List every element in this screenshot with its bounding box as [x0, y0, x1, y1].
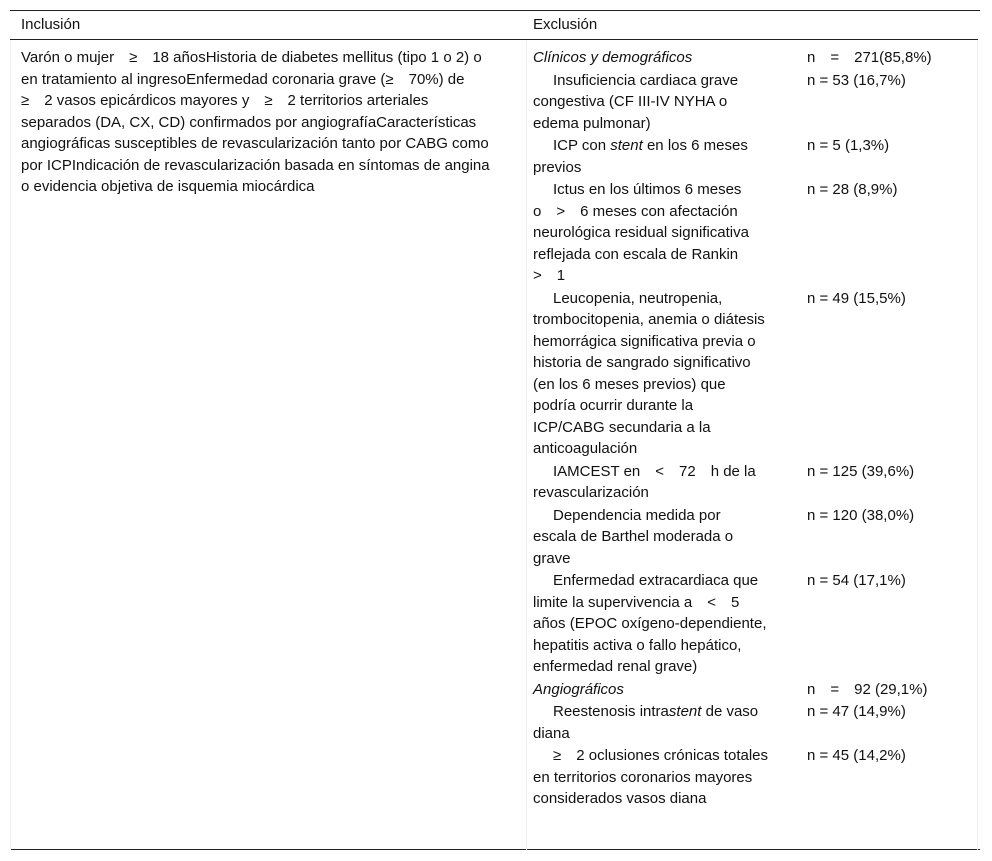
- criterion-text-part: stent: [668, 703, 702, 720]
- criterion-text-part: Dependencia medida por escala de Barthel moderada o grave: [533, 506, 738, 567]
- exclusion-count: n = 120 (38,0%): [807, 506, 915, 524]
- criterion-text-part: ICP con: [553, 137, 611, 154]
- criterion-text-part: Ictus en los últimos 6 meses o > 6 meses con afectación neurológica residual significativa reflejada con escala de Rankin > 1: [533, 181, 754, 284]
- exclusion-count: n = 45 (14,2%): [807, 747, 906, 764]
- exclusion-count: n = 5 (1,3%): [807, 137, 890, 154]
- exclusion-count: n = 49 (15,5%): [807, 289, 906, 307]
- criterion-text-part: Insuficiencia cardiaca grave congestiva (CF III-IV NYHA o edema pulmonar): [533, 71, 743, 132]
- exclusion-group-count: n = 92 (29,1%): [807, 680, 928, 698]
- exclusion-criteria-list: [533, 47, 973, 811]
- exclusion-item-row: [533, 461, 973, 504]
- exclusion-criterion: [533, 570, 771, 678]
- exclusion-criterion: [533, 745, 773, 810]
- exclusion-count: n = 47 (14,9%): [807, 703, 906, 720]
- column-divider: [526, 40, 527, 850]
- criterion-text-part: Reestenosis intra: [553, 703, 669, 720]
- exclusion-count: n = 28 (8,9%): [807, 181, 898, 198]
- criterion-text-part: IAMCEST en < 72 h de la revascularización: [533, 462, 760, 501]
- exclusion-count: n = 125 (39,6%): [807, 462, 915, 480]
- exclusion-group-title: Angiográficos: [533, 680, 624, 698]
- inclusion-criteria-text: Varón o mujer ≥ 18 añosHistoria de diabetes mellitus (tipo 1 o 2) o en tratamiento al ingresoEnfermedad coronaria grave (≥ 70%) de ≥ 2 vasos epicárdicos mayores y ≥ 2 territorios arteriales separados (DA, CX, CD) confirmados por angiografíaCaracterísticas angiográficas susceptibles de revascularización tanto por CABG como por ICPIndicación de revascularización basada en síntomas de angina o evidencia objetiva de isquemia miocárdica: [21, 49, 494, 195]
- exclusion-group-title: Clínicos y demográficos: [533, 49, 693, 66]
- exclusion-criterion: [533, 70, 768, 135]
- table-body-row: [10, 40, 978, 850]
- exclusion-count: n = 53 (16,7%): [807, 71, 906, 89]
- criterion-text-part: de vaso diana: [533, 703, 763, 742]
- exclusion-group-row: [533, 47, 973, 69]
- exclusion-item-row: [533, 570, 973, 678]
- exclusion-criterion: [533, 505, 768, 570]
- criterion-text-part: ≥ 2 oclusiones crónicas totales en territorios coronarios mayores considerados vasos diana: [533, 747, 773, 807]
- exclusion-item-row: [533, 179, 973, 287]
- exclusion-item-row: [533, 505, 973, 570]
- exclusion-item-row: [533, 288, 973, 460]
- exclusion-item-row: [533, 745, 973, 810]
- exclusion-criterion: [533, 701, 768, 744]
- criterion-text-part: stent: [610, 137, 643, 154]
- exclusion-group-count: n = 271(85,8%): [807, 49, 932, 66]
- criterion-text-part: Leucopenia, neutropenia, trombocitopenia, anemia o diátesis hemorrágica significativa previa o historia de sangrado significativo (en los 6 meses previos) que podría ocurrir durante la ICP/CABG secundaria a la anticoagulación: [533, 289, 769, 457]
- criterion-text-part: en los 6 meses previos: [533, 137, 753, 176]
- exclusion-criterion: [533, 135, 768, 178]
- exclusion-count: n = 54 (17,1%): [807, 572, 906, 589]
- exclusion-item-row: [533, 135, 973, 178]
- header-exclusion: Exclusión: [533, 16, 598, 33]
- cell-border-left: [10, 40, 11, 850]
- exclusion-criterion: [533, 288, 768, 460]
- criterion-text-part: Enfermedad extracardiaca que limite la supervivencia a < 5 años (EPOC oxígeno-dependiente, hepatitis activa o fallo hepático, enfermedad renal grave): [533, 572, 771, 675]
- header-inclusion: Inclusión: [21, 16, 81, 33]
- exclusion-item-row: [533, 70, 973, 135]
- exclusion-criterion: [533, 461, 768, 504]
- exclusion-item-row: [533, 701, 973, 744]
- criteria-table: [10, 10, 980, 850]
- exclusion-criterion: [533, 179, 768, 287]
- cell-border-right: [977, 40, 978, 850]
- table-header-row: [10, 11, 978, 40]
- exclusion-group-row: [533, 679, 973, 701]
